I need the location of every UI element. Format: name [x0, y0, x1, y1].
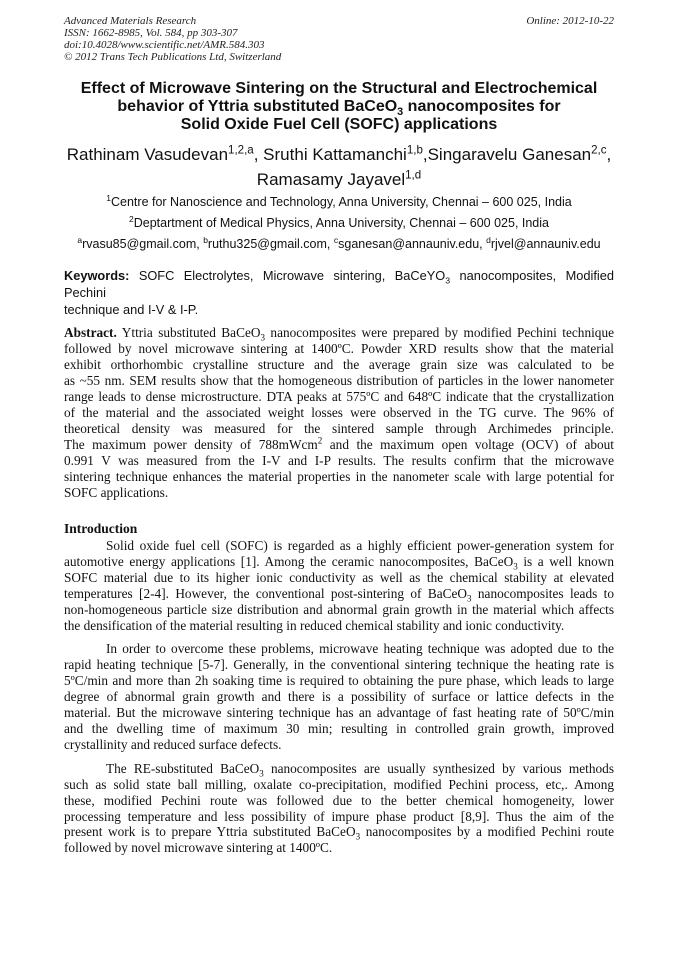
text-line: Ramasamy Jayavel$^{1,d}$ [256, 169, 422, 189]
text-line: In order to overcome these problems, microwave heating technique was adopted due to the [106, 641, 614, 657]
introduction-heading: Introduction [64, 521, 138, 536]
text-line: non-homogeneous particle size distribution and abnormal grain growth in the material which affects [64, 601, 614, 617]
text-line: range leads to dense microstructure. DTA peaks at 575ºC and 648ºC indicate that the crystallization [64, 389, 614, 404]
subscript: 3 [445, 275, 451, 286]
text-line: Solid oxide fuel cell (SOFC) is regarded as a highly efficient power-generation system for [106, 538, 614, 553]
text-line: behavior of Yttria substituted BaCeO$_3$ nanocomposites for [117, 98, 561, 119]
introduction-paragraph [64, 641, 614, 752]
superscript: c [333, 234, 339, 245]
text-line: crystallinity and reduced surface defects. [64, 736, 282, 752]
text-line: 5ºC/min and more than 2h soaking time is required to obtaining the pure phase, which leads to large [64, 673, 614, 689]
text-line: SOFC material due to its higher ionic conductivity as well as the chemical stability at elevated [64, 569, 614, 585]
subscript: 3 [467, 593, 472, 604]
keywords [64, 267, 614, 318]
text-line: processing temperature and less possibility of impure phase product [8,9]. Thus the aim of the [64, 808, 614, 824]
text-line: exhibit orthorhombic crystalline structure and the average grain size was calculated to be [64, 357, 614, 372]
text-line: present work is to prepare Yttria substituted BaCeO$_3$ nanocomposites by a modified Pechini route [64, 824, 614, 843]
author-list [0, 142, 678, 192]
bold-label: Keywords: [64, 268, 130, 283]
text-line: The maximum power density of 788mWcm$^2$ and the maximum open voltage (OCV) of about [64, 435, 614, 452]
superscript: 2 [128, 213, 134, 224]
text-line: material. But the microwave sintering technique has an advantage of fast heating rate of 50ºC/min [64, 705, 614, 721]
text-line: $^a$rvasu85@gmail.com, $^b$ruthu325@gmail.com, $^c$sganesan@annauniv.edu, $^d$rjvel@annauniv.edu [77, 234, 601, 251]
text-line: 0.991 V was measured from the I-V and I-P results. The results confirm that the microwave [64, 453, 614, 468]
superscript: b [203, 234, 208, 245]
text-line: Effect of Microwave Sintering on the Structural and Electrochemical [80, 80, 598, 97]
journal-info [64, 15, 281, 63]
superscript: 2,c [591, 144, 607, 157]
introduction-paragraph [64, 761, 614, 856]
text-line: sintering technique enhances the material properties in the nanometer scale with large potential for [64, 469, 614, 484]
paper-title [0, 80, 678, 134]
text-line: rapid heating technique [5-7]. Generally, in the conventional sintering technique the heating rate is [64, 657, 614, 673]
text-line: Rathinam Vasudevan$^{1,2,a}$, Sruthi Kattamanchi$^{1,b}$,Singaravelu Ganesan$^{2,c}$, [66, 144, 612, 164]
body-column [64, 267, 614, 856]
subscript: 3 [397, 106, 404, 119]
text-line: these, modified Pechini route was followed due to the better chemical homogeneity, lower [64, 792, 614, 808]
superscript: 1,2,a [228, 144, 254, 157]
introduction-paragraph [64, 538, 614, 633]
subscript: 3 [259, 768, 264, 779]
text-line: Abstract. Yttria substituted BaCeO$_3$ nanocomposites were prepared by modified Pechini technique [64, 325, 614, 343]
subscript: 3 [260, 332, 265, 343]
bold-label: Abstract. [64, 325, 117, 340]
text-line: technique and I-V & I-P. [64, 302, 199, 317]
journal-name: Advanced Materials Research [64, 15, 197, 27]
text-line: and the dwelling time of maximum 30 min; resulting in controlled grain growth, improved [64, 720, 614, 736]
text-line: as ~55 nm. SEM results show that the homogeneous distribution of particles in the lower nanometer [64, 373, 614, 388]
text-line: the densification of the material resulting in reduced chemical stability and ionic conductivity. [64, 617, 565, 633]
text-line: Keywords: SOFC Electrolytes, Microwave sintering, BaCeYO$_3$ nanocomposites, Modified Pechini [64, 268, 614, 300]
online-date: Online: 2012-10-22 [526, 15, 614, 27]
superscript: 1,b [406, 144, 423, 157]
text-line: $^2$Deptartment of Medical Physics, Anna University, Chennai – 600 025, India [128, 213, 549, 230]
text-line: followed by novel microwave sintering at 1400ºC. [64, 840, 333, 856]
text-line: such as solid state ball milling, oxalate co-precipitation, modified Pechini process, etc,. Among [64, 776, 614, 792]
superscript: a [77, 234, 83, 245]
issn-volume: ISSN: 1662-8985, Vol. 584, pp 303-307 [64, 27, 238, 39]
text-line: degree of abnormal grain growth and there is a possibility of surface or lattice defects in the [64, 689, 614, 705]
affiliations [0, 192, 678, 255]
subscript: 3 [355, 832, 361, 843]
doi: doi:10.4028/www.scientific.net/AMR.584.303 [64, 39, 265, 51]
superscript: d [486, 234, 491, 245]
abstract [64, 325, 614, 501]
text-line: $^1$Centre for Nanoscience and Technology, Anna University, Chennai – 600 025, India [106, 192, 572, 209]
subscript: 3 [513, 561, 518, 572]
superscript: 2 [317, 435, 323, 446]
text-line: Solid Oxide Fuel Cell (SOFC) applications [180, 116, 498, 133]
text-line: temperatures [2-4]. However, the conventional post-sintering of BaCeO$_3$ nanocomposites leads to [64, 585, 614, 604]
text-line: theoretical density was measured for the sintered sample through Archimedes principle. [64, 421, 614, 436]
text-line: SOFC applications. [64, 485, 169, 500]
superscript: 1 [106, 192, 111, 203]
text-line: of the material and the associated weight losses were observed in the TG curve. The 96% of [64, 405, 614, 420]
text-line: automotive energy applications [1]. Among the ceramic nanocomposites, BaCeO$_3$ is a well known [64, 553, 614, 572]
superscript: 1,d [405, 169, 422, 182]
text-line: followed by novel microwave sintering at 1400ºC. Powder XRD results show that the material [64, 341, 614, 356]
text-line: The RE-substituted BaCeO$_3$ nanocomposites are usually synthesized by various methods [106, 760, 614, 779]
copyright: © 2012 Trans Tech Publications Ltd, Switzerland [64, 51, 282, 63]
